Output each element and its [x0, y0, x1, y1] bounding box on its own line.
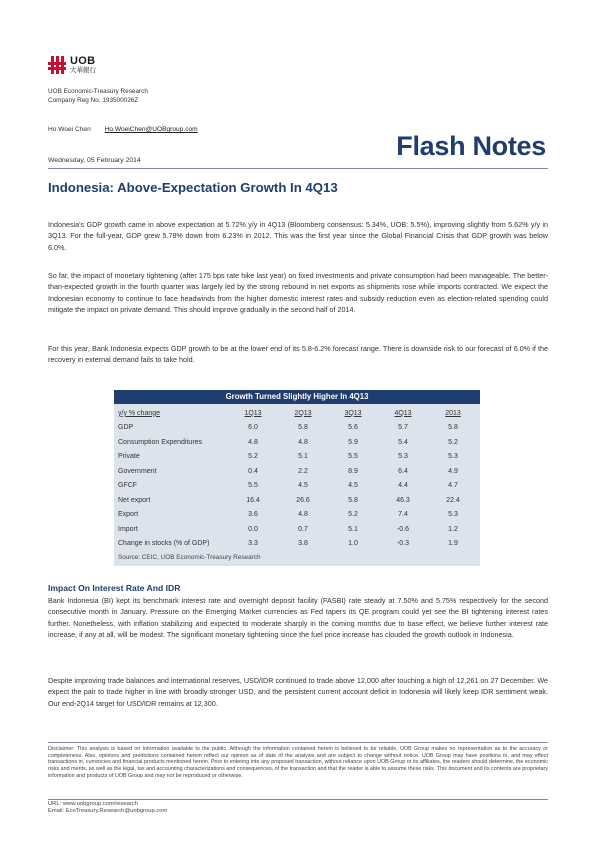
uob-logo-mark: [48, 56, 66, 74]
table-row: [114, 464, 480, 479]
table-cell: 5.8: [298, 424, 308, 432]
author-contact: [48, 126, 198, 133]
author-email-link[interactable]: Ho.WoeiChen@UOBgroup.com: [104, 126, 198, 133]
table-cell: 3.3: [248, 540, 258, 548]
section-heading: Impact On Interest Rate And IDR: [48, 583, 181, 593]
table-row: [114, 479, 480, 494]
table-cell: Net export: [118, 496, 151, 504]
footer: [48, 801, 167, 815]
table-header-cell: 1Q13: [244, 409, 262, 417]
company-info: [48, 87, 148, 105]
doc-type-title: Flash Notes: [396, 131, 546, 161]
table-cell: Government: [118, 467, 157, 475]
page-title: Indonesia: Above-Expectation Growth In 4Q13: [48, 180, 338, 195]
table-row: [114, 537, 480, 552]
footer-url-link[interactable]: URL: www.uobgroup.com/research: [48, 801, 138, 807]
table-cell: 5.1: [298, 453, 308, 461]
company-name: UOB Economic-Treasury Research: [48, 88, 148, 95]
paragraph-5: Despite improving trade balances and international reserves, USD/IDR continued to trade above 12,000 after touching a high of 12,261 on 27 December. We expect the pair to trade higher in line with broadly stronger USD, and the persistent current account deficit in Indonesia will likely keep IDR sentiment weak. Our end-2Q14 target for USD/IDR remains at 12,300.: [48, 676, 548, 708]
table-header-cell: 3Q13: [344, 409, 362, 417]
table-cell: 5.7: [398, 424, 408, 432]
table-row: [114, 450, 480, 465]
table-title: Growth Turned Slightly Higher In 4Q13: [114, 390, 480, 404]
footer-email-link[interactable]: Email: EcoTreasury.Research@uobgroup.com: [48, 808, 168, 815]
table-header-cell: 2013: [445, 409, 461, 417]
logo-name: UOB: [70, 55, 96, 67]
paragraph-1: Indonesia's GDP growth came in above expectation at 5.72% y/y in 4Q13 (Bloomberg consensus: 5.34%, UOB: 5.5%), improving slightly from 5.62% y/y in 3Q13. For the full-year, GDP grew 5.78% down from 6.23% in 2012. This was the first year since the Global Financial Crisis that GDP growth was below 6.0%.: [48, 220, 548, 252]
author-name: Ho Woei Chen: [48, 126, 91, 133]
table-cell: -0.3: [396, 540, 410, 548]
table-cell: 5.4: [398, 438, 408, 446]
table-cell: 4.8: [298, 438, 308, 446]
table-cell: 5.8: [348, 496, 358, 504]
table-row: [114, 421, 480, 436]
table-body: [114, 404, 480, 566]
table-cell: 5.5: [248, 482, 258, 490]
table-cell: Export: [118, 511, 139, 519]
table-cell: 22.4: [446, 496, 460, 504]
table-cell: 8.9: [348, 467, 358, 475]
table-cell: 4.8: [248, 438, 258, 446]
table-cell: 5.3: [448, 511, 458, 519]
table-row: [114, 522, 480, 537]
table-cell: Consumption Expenditures: [118, 438, 203, 446]
table-cell: 5.5: [348, 453, 358, 461]
table-cell: 5.3: [448, 453, 458, 461]
table-cell: 4.5: [298, 482, 308, 490]
paragraph-3: For this year, Bank Indonesia expects GDP growth to be at the lower end of its 5.8-6.2% forecast range. There is downside risk to our forecast of 6.0% if the recovery in external demand fails to take hold.: [48, 344, 548, 365]
table-cell: 6.4: [398, 467, 408, 475]
table-cell: Import: [118, 525, 138, 533]
company-reg: Company Reg No. 193500026Z: [48, 97, 139, 104]
uob-logo: [48, 56, 96, 75]
table-cell: 2.2: [298, 467, 308, 475]
table-cell: 1.2: [448, 525, 458, 533]
table-cell: 5.8: [448, 424, 458, 432]
table-cell: Private: [118, 453, 140, 461]
table-row: [114, 435, 480, 450]
table-cell: 3.6: [248, 511, 258, 519]
table-row: [114, 508, 480, 523]
table-cell: 7.4: [398, 511, 408, 519]
table-header-cell: 4Q13: [394, 409, 412, 417]
table-cell: 0.7: [298, 525, 308, 533]
table-cell: 5.2: [248, 453, 258, 461]
table-cell: GDP: [118, 424, 134, 432]
table-cell: 5.2: [448, 438, 458, 446]
logo-subname: 大華銀行: [70, 67, 96, 74]
table-cell: 1.9: [448, 540, 458, 548]
table-cell: 6.0: [248, 424, 258, 432]
table-row: [114, 493, 480, 508]
table-cell: 3.8: [298, 540, 308, 548]
table-cell: 0.4: [248, 467, 258, 475]
table-cell: 5.1: [348, 525, 358, 533]
header-divider: [48, 168, 548, 169]
table-cell: 4.8: [298, 511, 308, 519]
footer-divider: [48, 742, 548, 743]
table-header-cell: y/y % change: [118, 409, 161, 417]
table-cell: 4.4: [398, 482, 408, 490]
table-cell: GFCF: [118, 482, 138, 490]
paragraph-2: So far, the impact of monetary tightening (after 175 bps rate hike last year) on fixed investments and private consumption had been manageable. The better-than-expected growth in the fourth quarter was largely led by the strong rebound in net exports as shipments rose while imports contracted. We expect the Indonesian economy to continue to face headwinds from the higher domestic interest rates and subsidy reduction even as election-related spending could mitigate the impact on private demand. This should improve gradually in the second half of 2014.: [48, 271, 548, 314]
table-cell: 4.7: [448, 482, 458, 490]
table-cell: -0.6: [396, 525, 410, 533]
table-cell: Change in stocks (% of GDP): [118, 540, 210, 548]
table-header-row: [114, 406, 480, 421]
table-cell: 46.3: [396, 496, 410, 504]
table-cell: 5.2: [348, 511, 358, 519]
table-header-cell: 2Q13: [294, 409, 312, 417]
table-cell: 26.6: [296, 496, 310, 504]
table-cell: 0.0: [248, 525, 258, 533]
table-cell: 5.3: [398, 453, 408, 461]
footer-divider-2: [48, 799, 548, 800]
table-cell: 16.4: [246, 496, 260, 504]
paragraph-4: Bank Indonesia (BI) kept its benchmark interest rate and overnight deposit facility (FASBI) rate steady at 7.50% and 5.75% respectively for the second consecutive month in January. Pressure on the Emerging Market currencies as Fed tapers its QE program could yet see the BI tightening interest rates further. Nonetheless, with inflation stabilizing and expected to moderate sharply in the coming months due to base effect, we believe further interest rate increase, if any at all, will be modest. The significant monetary tightening since the fuel price increase has clouded the growth outlook in Indonesia.: [48, 596, 548, 639]
growth-table: [114, 390, 480, 566]
disclaimer: Disclaimer: This analysis is based on information available to the public. Although the information contained herein is believed to be reliable, UOB Group makes no representation as to the accuracy or completeness. Also, opinions and predictions contained herein reflect our opinion as of date of the analysis and are subject to change without notice. UOB Group may have positions in, and may effect transactions in, currencies and financial products mentioned herein. Prior to entering into any proposed transaction, without reliance upon UOB Group or its affiliates, the readers should determine, the economic risks and merits, as well as the legal, tax and accounting characterizations and consequences, of the transaction and that the reader is able to assume these risks. This document and its contents are proprietary information and products of UOB Group and may not be reproduced or otherwise.: [48, 746, 548, 779]
table-source: Source: CEIC, UOB Economic-Treasury Research: [118, 554, 261, 561]
table-cell: 4.9: [448, 467, 458, 475]
table-cell: 1.0: [348, 540, 358, 548]
publish-date: Wednesday, 05 February 2014: [48, 157, 141, 164]
table-cell: 5.9: [348, 438, 358, 446]
table-cell: 4.5: [348, 482, 358, 490]
table-cell: 5.6: [348, 424, 358, 432]
